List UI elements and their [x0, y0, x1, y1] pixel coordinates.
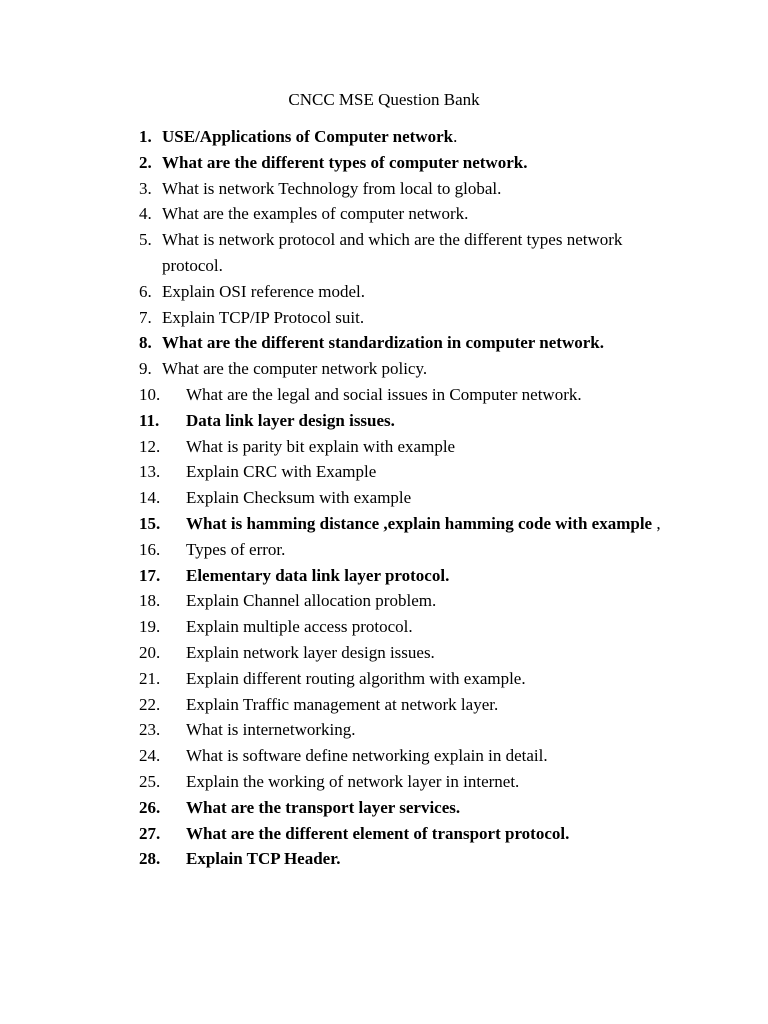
question-text-main: What are the legal and social issues in Computer network. [186, 384, 582, 404]
list-item [0, 124, 768, 150]
question-number: 24. [139, 746, 161, 766]
question-list [0, 124, 768, 872]
question-number: 27. [139, 823, 161, 843]
list-item [0, 485, 768, 511]
question-number: 5. [139, 230, 152, 250]
list-item [0, 176, 768, 202]
question-number: 12. [139, 436, 161, 456]
question-text-main: Elementary data link layer protocol. [186, 565, 450, 585]
page-title: CNCC MSE Question Bank [288, 90, 480, 109]
list-item [0, 150, 768, 176]
question-number: 19. [139, 617, 161, 637]
list-item [0, 821, 768, 847]
question-text-main: Explain network layer design issues. [186, 642, 435, 662]
list-item [0, 382, 768, 408]
question-text-tail: . [453, 127, 458, 146]
question-text [162, 743, 662, 769]
question-number: 2. [139, 152, 152, 172]
question-number: 11. [139, 410, 160, 430]
list-item [0, 692, 768, 718]
list-item [0, 227, 768, 279]
question-number: 1. [139, 127, 152, 146]
question-text [162, 124, 642, 150]
question-number: 23. [139, 720, 161, 740]
question-text [162, 434, 662, 460]
question-text [162, 459, 662, 485]
list-item [0, 588, 768, 614]
list-item [0, 666, 768, 692]
question-text [162, 305, 642, 331]
question-text [162, 150, 642, 176]
question-text-main: Explain Checksum with example [186, 488, 412, 508]
question-text [162, 201, 642, 227]
list-item [0, 279, 768, 305]
question-text [162, 666, 662, 692]
list-item [0, 459, 768, 485]
question-text [162, 279, 642, 305]
question-text-main: What are the transport layer services. [186, 797, 461, 817]
question-text [162, 176, 642, 202]
question-text-main: What is parity bit explain with example [186, 436, 456, 456]
question-text [162, 614, 662, 640]
list-item [0, 640, 768, 666]
question-text [162, 846, 662, 872]
question-text-main: What are the different element of transport protocol. [186, 823, 570, 843]
list-item [0, 769, 768, 795]
question-text-main: Types of error. [186, 539, 286, 559]
list-item [0, 537, 768, 563]
list-item [0, 563, 768, 589]
question-text [162, 692, 662, 718]
question-text [162, 563, 662, 589]
question-number: 6. [139, 281, 152, 301]
question-text [162, 821, 662, 847]
question-text [162, 408, 662, 434]
question-text-main: Explain multiple access protocol. [186, 617, 413, 637]
question-text-main: Explain OSI reference model. [162, 281, 365, 301]
question-text-main: What is hamming distance ,explain hamming code with example [186, 513, 653, 533]
question-text [162, 485, 662, 511]
question-number: 10. [139, 384, 161, 404]
list-item [0, 330, 768, 356]
question-text-main: What are the different standardization in computer network. [162, 333, 604, 353]
question-text-main: What is network protocol and which are the different types network protocol. [162, 230, 623, 275]
question-number: 8. [139, 333, 152, 353]
question-text-main: Explain different routing algorithm with example. [186, 668, 526, 688]
list-item [0, 305, 768, 331]
question-number: 18. [139, 591, 161, 611]
list-item [0, 408, 768, 434]
question-text-main: What are the examples of computer network. [162, 204, 469, 224]
question-text-main: Explain the working of network layer in internet. [186, 771, 520, 791]
list-item [0, 743, 768, 769]
question-text-main: Explain CRC with Example [186, 462, 377, 482]
question-number: 13. [139, 462, 161, 482]
question-text [162, 511, 662, 537]
question-number: 17. [139, 565, 161, 585]
question-text [162, 537, 662, 563]
question-text-tail: , [652, 513, 661, 533]
question-number: 14. [139, 488, 161, 508]
question-number: 20. [139, 642, 161, 662]
question-number: 28. [139, 849, 161, 869]
question-number: 7. [139, 307, 152, 327]
question-text-main: What is internetworking. [186, 720, 356, 740]
question-number: 9. [139, 359, 152, 379]
question-text [162, 356, 642, 382]
question-number: 16. [139, 539, 161, 559]
question-text-main: What are the computer network policy. [162, 359, 428, 379]
list-item [0, 614, 768, 640]
question-text [162, 227, 642, 279]
question-number: 26. [139, 797, 161, 817]
question-text-main: What is network Technology from local to global. [162, 178, 502, 198]
question-number: 15. [139, 513, 161, 533]
question-number: 22. [139, 694, 161, 714]
question-text-main: Explain Traffic management at network layer. [186, 694, 499, 714]
list-item [0, 356, 768, 382]
question-text [162, 588, 662, 614]
list-item [0, 846, 768, 872]
question-number: 3. [139, 178, 152, 198]
list-item [0, 201, 768, 227]
question-text-main: What are the different types of computer network. [162, 152, 528, 172]
question-number: 21. [139, 668, 161, 688]
list-item [0, 511, 768, 537]
question-text-main: Data link layer design issues. [186, 410, 395, 430]
question-text [162, 717, 662, 743]
question-text [162, 795, 662, 821]
list-item [0, 434, 768, 460]
question-text-main: Explain TCP Header. [186, 849, 341, 869]
question-number: 4. [139, 204, 152, 224]
question-text [162, 640, 662, 666]
question-text-main: Explain TCP/IP Protocol suit. [162, 307, 365, 327]
list-item [0, 717, 768, 743]
question-text-main: What is software define networking explain in detail. [186, 746, 548, 766]
question-text-main: Explain Channel allocation problem. [186, 591, 437, 611]
question-text [162, 382, 662, 408]
question-text-main: USE/Applications of Computer network [162, 127, 454, 146]
question-text [162, 330, 642, 356]
question-number: 25. [139, 771, 161, 791]
question-text [162, 769, 662, 795]
list-item [0, 795, 768, 821]
